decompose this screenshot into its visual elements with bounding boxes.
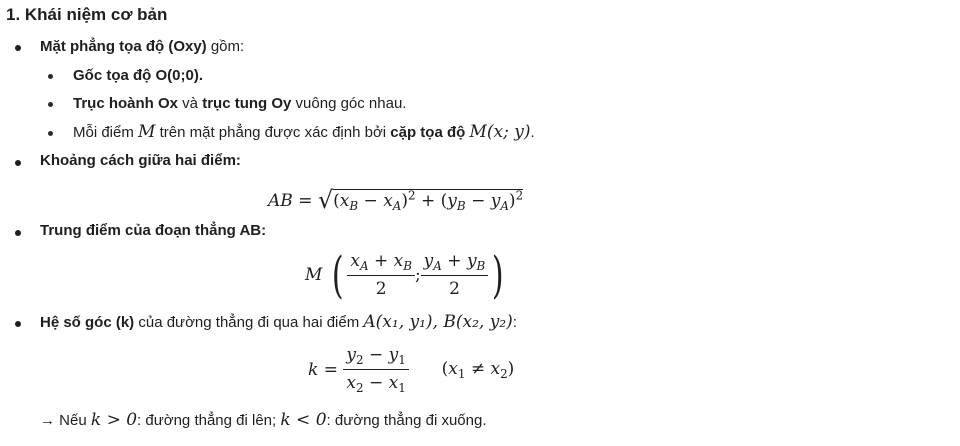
note-cond-negative: k < 0: [280, 410, 327, 430]
axes-rest: vuông góc nhau.: [291, 95, 407, 112]
axes-y-label: trục tung Oy: [202, 95, 292, 112]
point-pre: Mỗi điểm: [73, 124, 139, 141]
sub-item-origin: Gốc tọa độ O(0;0).: [73, 67, 204, 84]
slope-points-math: A(x₁, y₁), B(x₂, y₂): [363, 312, 513, 332]
point-var-m: M: [138, 122, 156, 142]
sub-item-axes: [73, 95, 406, 112]
slope-formula: k = $\frac{y_2 - y_1}{x_2 - x_1}$ $(x_1 \ne x_2)$: [308, 345, 515, 396]
list-item-distance: Khoảng cách giữa hai điểm:: [40, 152, 241, 169]
list-item-midpoint: Trung điểm của đoạn thẳng AB:: [40, 222, 267, 239]
slope-end: :: [512, 314, 517, 331]
bullet-dot: [15, 230, 21, 236]
note-text-down: : đường thẳng đi xuống.: [326, 412, 487, 429]
list-item-slope: [40, 312, 517, 332]
axes-connector: và: [178, 95, 203, 112]
slope-direction-note: [40, 410, 487, 430]
coordinate-plane-label: Mặt phẳng tọa độ (Oxy): [40, 38, 207, 55]
point-end: .: [530, 124, 535, 141]
midpoint-formula: M ( $\frac{x_A + x_B}{2}$ ; $\frac{y_A + y_B}{2}$ ): [305, 246, 504, 304]
bullet-dot: [15, 321, 21, 327]
distance-formula: AB = $√(x_B - x_A)^2 + (y_B - y_A)^2$: [268, 186, 524, 214]
note-arrow: → Nếu: [40, 412, 91, 429]
sub-bullet-dot: [48, 102, 53, 107]
sub-item-point-coordinates: [73, 122, 535, 142]
sub-bullet-dot: [48, 74, 53, 79]
slope-rest: của đường thẳng đi qua hai điểm: [134, 314, 364, 331]
bullet-dot: [15, 45, 21, 51]
bullet-dot: [15, 160, 21, 166]
point-mid: trên mặt phẳng được xác định bởi: [155, 124, 391, 141]
section-heading: 1. Khái niệm cơ bản: [6, 5, 168, 24]
coordinate-plane-rest: gồm:: [206, 38, 245, 55]
list-item-coordinate-plane: [40, 38, 244, 55]
note-cond-positive: k > 0: [90, 410, 138, 430]
coordinate-pair-label: cặp tọa độ: [390, 124, 466, 141]
note-text-up: : đường thẳng đi lên;: [137, 412, 281, 429]
axes-x-label: Trục hoành Ox: [73, 95, 179, 112]
sub-bullet-dot: [48, 131, 53, 136]
point-math: M(x; y): [469, 122, 531, 142]
slope-label: Hệ số góc (k): [40, 314, 135, 331]
